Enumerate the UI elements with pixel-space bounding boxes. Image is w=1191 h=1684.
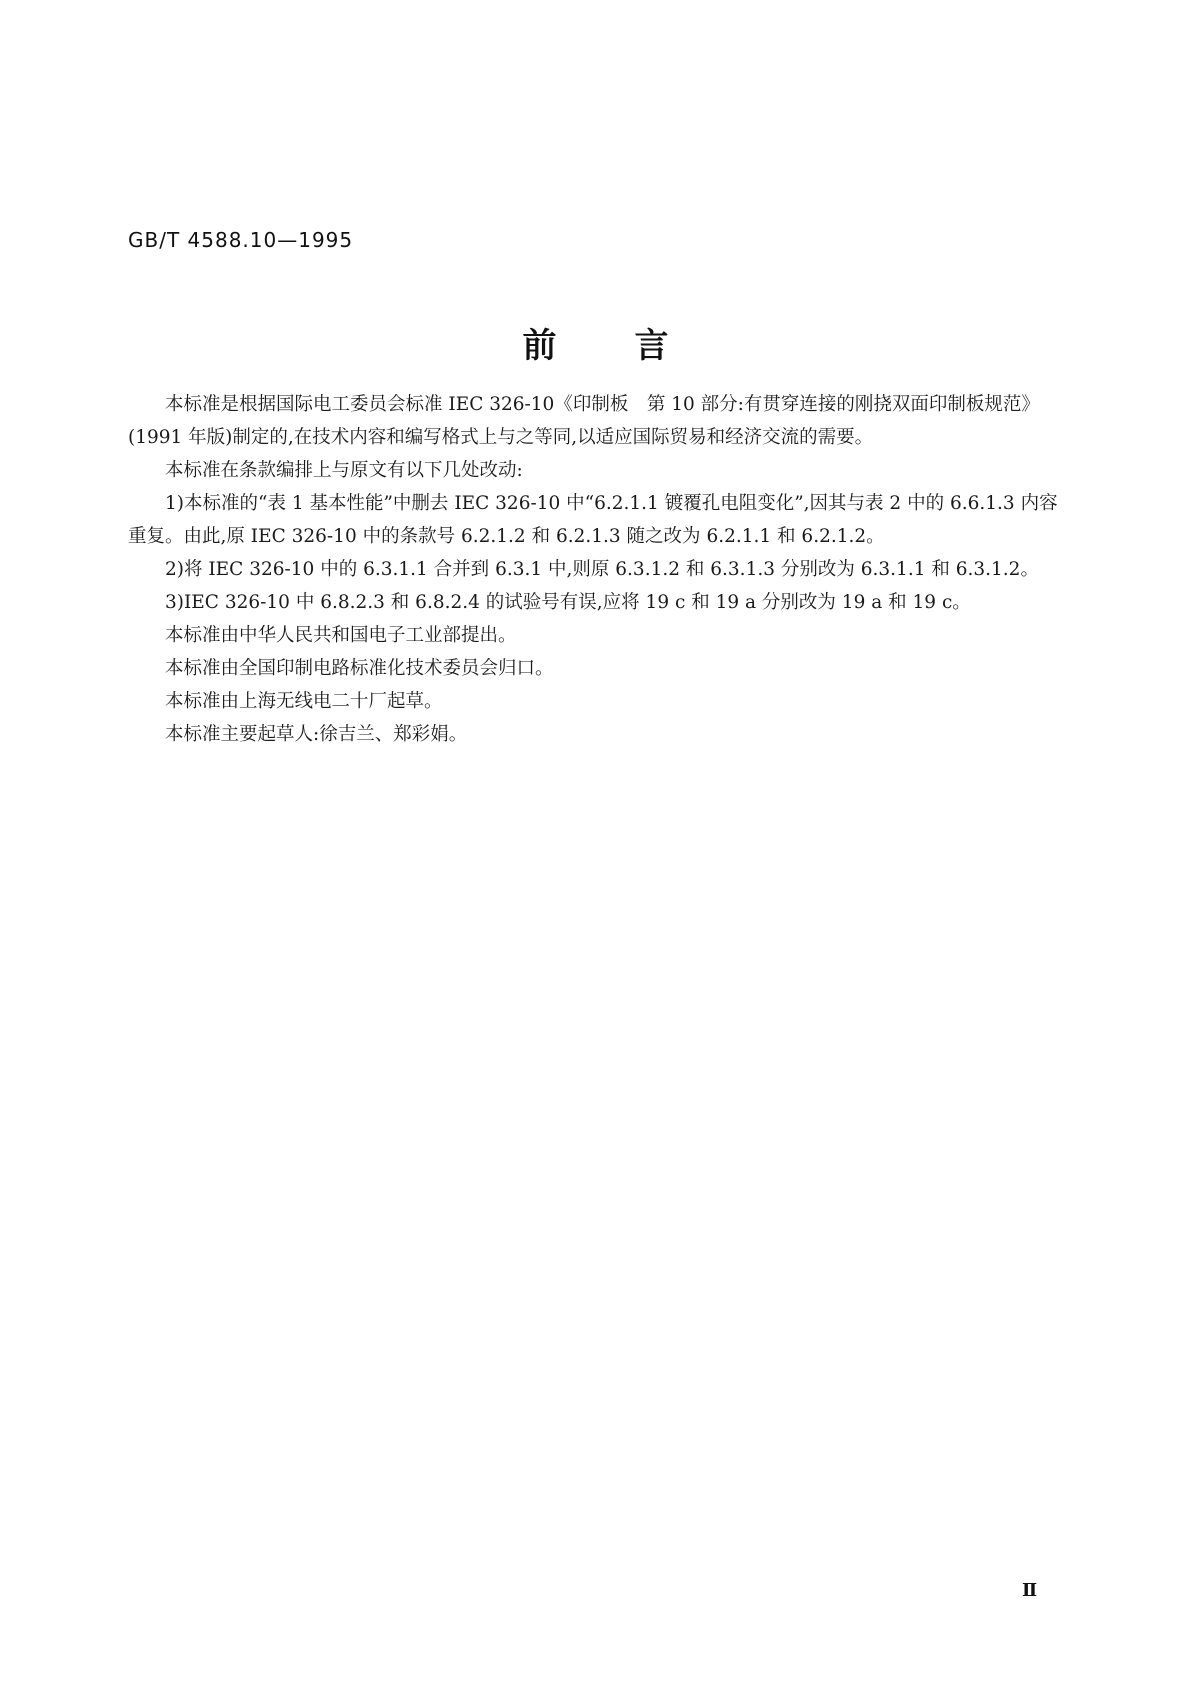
foreword-body xyxy=(128,388,1058,751)
foreword-title-char-2: 言 xyxy=(634,326,669,366)
foreword-paragraph: 本标准由全国印制电路标准化技术委员会归口。 xyxy=(165,658,554,679)
foreword-paragraph: 本标准在条款编排上与原文有以下几处改动: xyxy=(165,460,523,481)
foreword-paragraph: 本标准是根据国际电工委员会标准 IEC 326-10《印制板 第 10 部分:有贯穿连接的刚挠双面印制板规范》(1991 年版)制定的,在技术内容和编写格式上与之等同,以适应国际贸易和经济交流的需要。 xyxy=(128,394,1040,448)
foreword-paragraph: 本标准由中华人民共和国电子工业部提出。 xyxy=(165,625,517,646)
foreword-title-char-1: 前 xyxy=(522,326,557,366)
foreword-paragraph: 本标准主要起草人:徐吉兰、郑彩娟。 xyxy=(165,724,468,745)
foreword-paragraph: 2)将 IEC 326-10 中的 6.3.1.1 合并到 6.3.1 中,则原 6.3.1.2 和 6.3.1.3 分别改为 6.3.1.1 和 6.3.1.2。 xyxy=(165,559,1039,580)
standard-number: GB/T 4588.10—1995 xyxy=(128,228,354,252)
page-number: Ⅱ xyxy=(1022,1580,1038,1601)
foreword-paragraph: 1)本标准的“表 1 基本性能”中删去 IEC 326-10 中“6.2.1.1 镀覆孔电阻变化”,因其与表 2 中的 6.6.1.3 内容重复。由此,原 IEC 326-10 中的条款号 6.2.1.2 和 6.2.1.3 随之改为 6.2.1.1 和 6.2.1.2。 xyxy=(128,493,1058,547)
foreword-paragraph: 3)IEC 326-10 中 6.8.2.3 和 6.8.2.4 的试验号有误,应将 19 c 和 19 a 分别改为 19 a 和 19 c。 xyxy=(165,592,971,613)
foreword-paragraph: 本标准由上海无线电二十厂起草。 xyxy=(165,691,443,712)
foreword-title xyxy=(0,318,1191,367)
